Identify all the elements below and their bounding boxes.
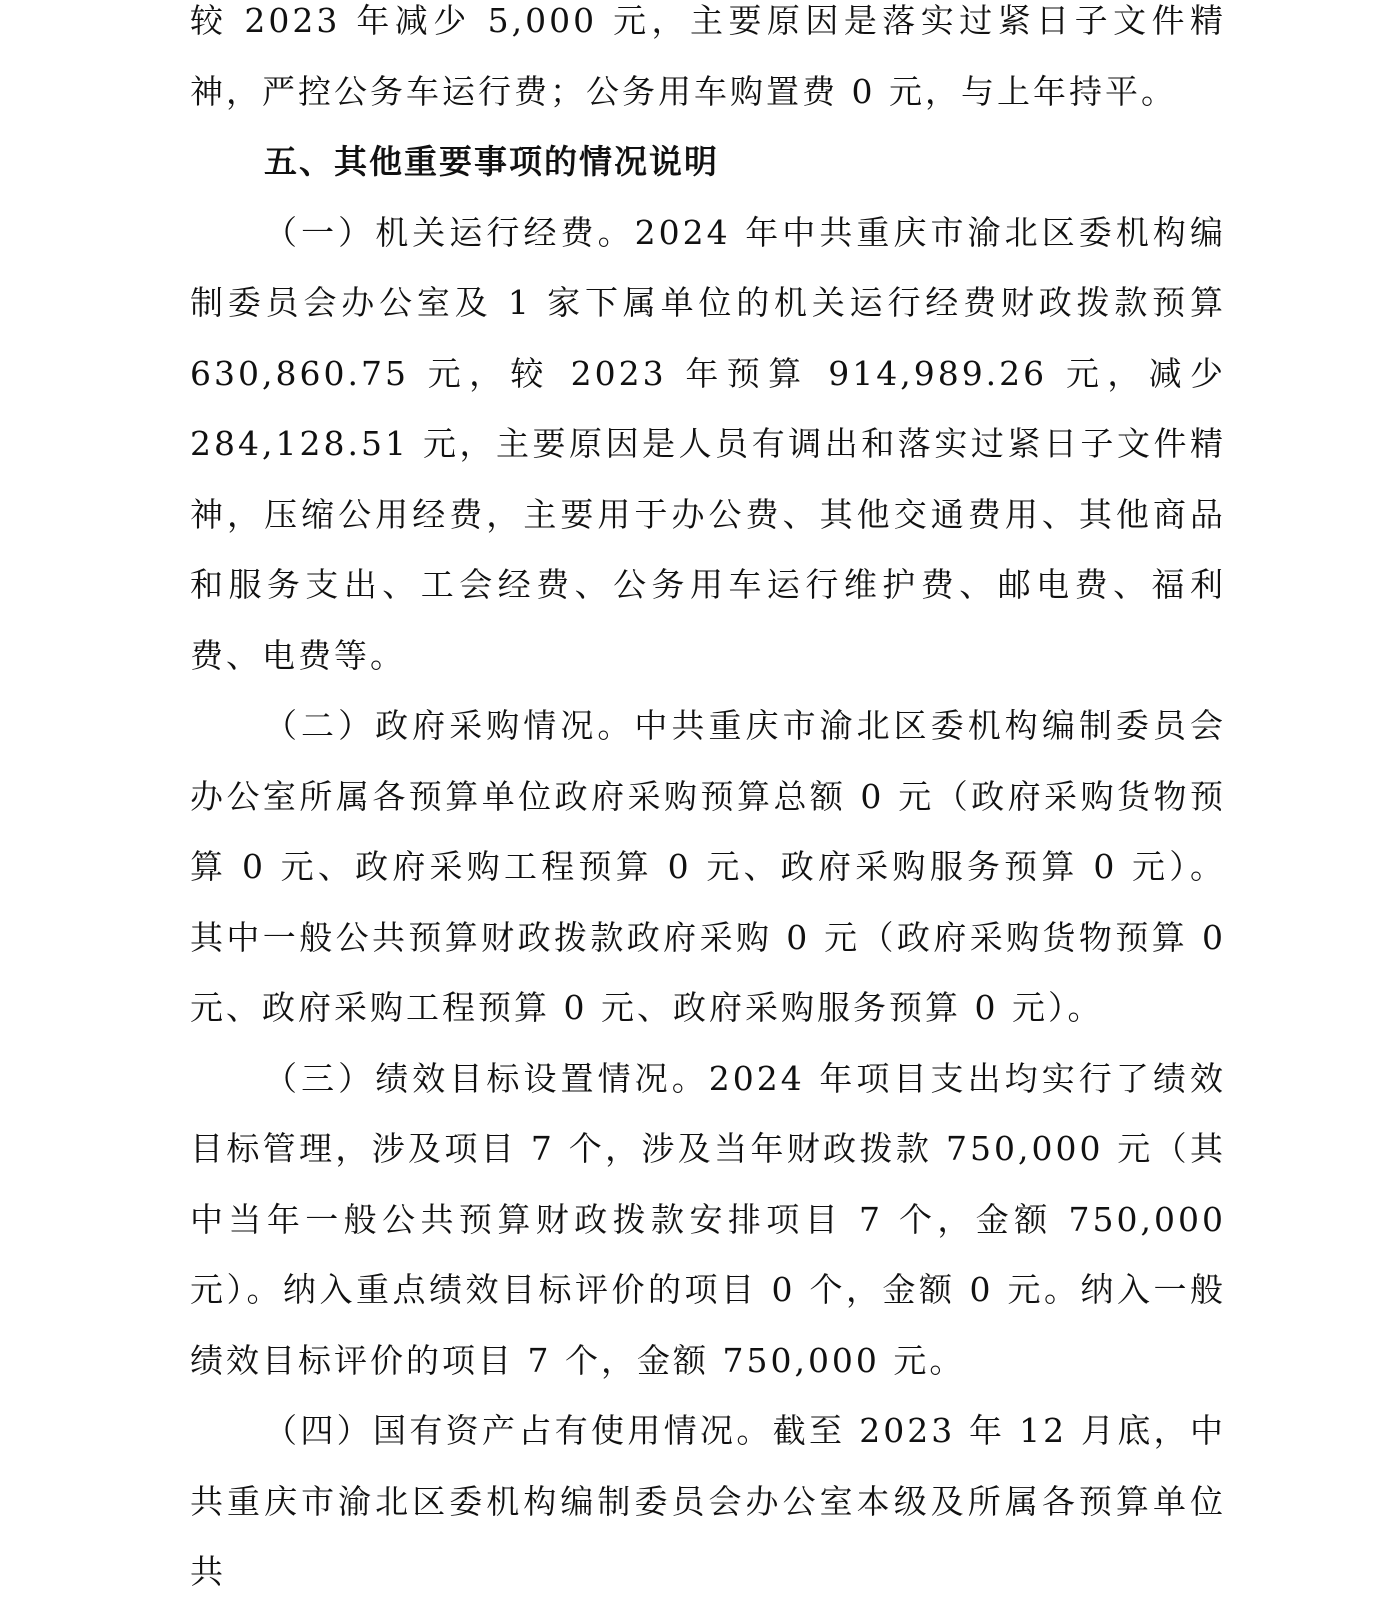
- paragraph-text: 2024 年中共重庆市渝北区委机构编制委员会办公室及 1 家下属单位的机关运行经费财政拨款预算 630,860.75 元，较 2023 年预算 914,989.26 元，减少 284,128.51 元，主要原因是人员有调出和落实过紧日子文件精神，压缩公用经费，主要用于办公费、其他交通费用、其他商品和服务支出、工会经费、公务用车运行维护费、邮电费、福利费、电费等。: [190, 212, 1227, 675]
- subsection-title: （三）绩效目标设置情况。: [264, 1058, 709, 1098]
- paragraph-performance-targets: [190, 1044, 1226, 1397]
- subsection-title: （一）机关运行经费。: [264, 212, 635, 252]
- subsection-title: （二）政府采购情况。: [264, 706, 635, 745]
- section-heading-text: 五、其他重要事项的情况说明: [264, 142, 719, 181]
- paragraph-vehicle-cost: [190, 0, 1226, 127]
- paragraph-government-procurement: [190, 691, 1226, 1044]
- paragraph-state-assets: [190, 1396, 1226, 1608]
- document-page: [190, 0, 1226, 1608]
- paragraph-text: 中共重庆市渝北区委机构编制委员会办公室所属各预算单位政府采购预算总额 0 元（政府采购货物预算 0 元、政府采购工程预算 0 元、政府采购服务预算 0 元）。其中一般公共预算财政拨款政府采购 0 元（政府采购货物预算 0 元、政府采购工程预算 0 元、政府采购服务预算 0 元）。: [190, 706, 1227, 1027]
- paragraph-operating-expenses: [190, 198, 1226, 692]
- section-heading: [190, 127, 1226, 198]
- paragraph-text: 截至 2023 年 12 月底，中共重庆市渝北区委机构编制委员会办公室本级及所属各预算单位共: [190, 1411, 1226, 1591]
- paragraph-text: 2024 年项目支出均实行了绩效目标管理，涉及项目 7 个，涉及当年财政拨款 750,000 元（其中当年一般公共预算财政拨款安排项目 7 个，金额 750,000 元）。纳入重点绩效目标评价的项目 0 个，金额 0 元。纳入一般绩效目标评价的项目 7 个，金额 750,000 元。: [190, 1058, 1226, 1380]
- subsection-title: （四）国有资产占有使用情况。: [264, 1411, 773, 1450]
- paragraph-text: 较 2023 年减少 5,000 元，主要原因是落实过紧日子文件精神，严控公务车运行费；公务用车购置费 0 元，与上年持平。: [190, 1, 1226, 111]
